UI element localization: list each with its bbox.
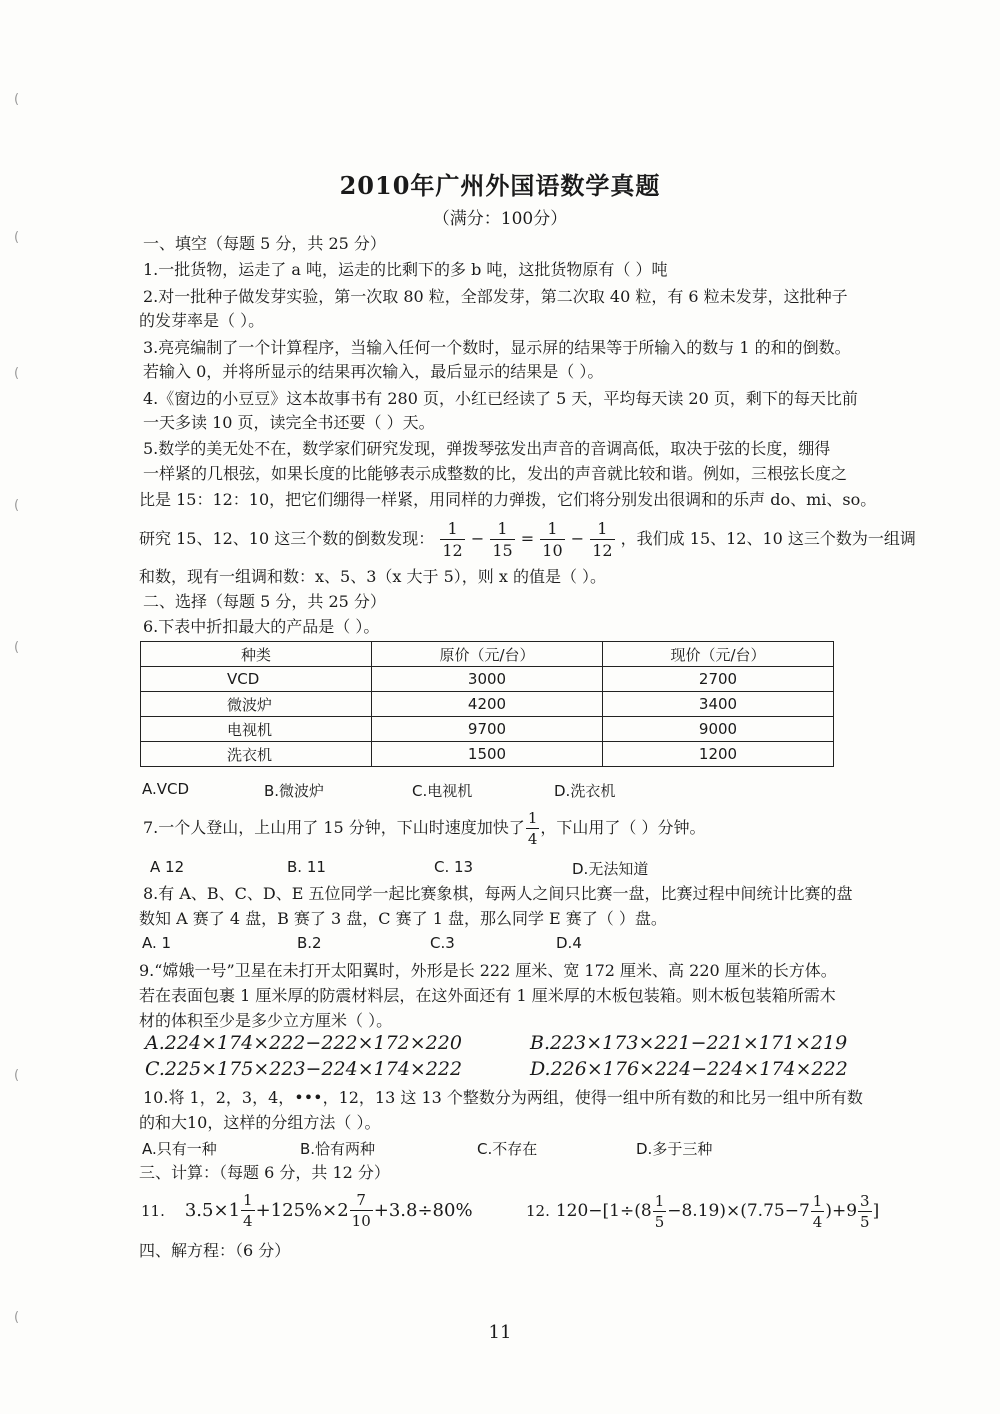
q10-option-c: C.不存在 (477, 1140, 538, 1158)
question-10-line-1: 10.将 1，2，3，4，•••，12，13 这 13 个整数分为两组，使得一组中所有数的和比另一组中所有数 (143, 1088, 863, 1107)
fraction-1-4: $\frac{1}{4}$ (812, 1191, 823, 1231)
q11-expr-part: +3.8÷80% (373, 1200, 473, 1221)
q9-option-b: B.223×173×221−221×171×219 (530, 1032, 848, 1054)
minus-sign: − (470, 529, 485, 548)
reciprocal-conclusion: ，我们成 15、12、10 这三个数为一组调 (620, 529, 916, 548)
table-row (141, 717, 834, 742)
q10-option-a: A.只有一种 (142, 1140, 217, 1158)
q8-option-a: A. 1 (142, 934, 172, 952)
q12-number: 12. (526, 1202, 550, 1220)
table-header-cell: 现价（元/台） (603, 642, 834, 667)
question-1: 1.一批货物，运走了 a 吨，运走的比剩下的多 b 吨，这批货物原有（ ）吨 (143, 260, 668, 279)
reciprocal-intro: 研究 15、12、10 这三个数的倒数发现： (139, 529, 435, 548)
q9-option-c: C.225×175×223−224×174×222 (145, 1058, 463, 1080)
minus-sign: − (570, 529, 585, 548)
table-cell: 3000 (372, 667, 603, 692)
table-header-row (141, 642, 834, 667)
binding-mark: ( (14, 230, 20, 245)
q8-option-b: B.2 (297, 934, 322, 952)
q7-option-a: A 12 (150, 858, 185, 876)
table-cell: 微波炉 (141, 692, 372, 717)
q7-option-d: D.无法知道 (572, 860, 649, 878)
binding-mark: ( (14, 1068, 20, 1083)
section-heading-choice: 二、选择（每题 5 分，共 25 分） (143, 592, 386, 611)
question-5-line-1: 5.数学的美无处不在，数学家们研究发现，弹拨琴弦发出声音的音调高低，取决于弦的长度，绷得 (143, 439, 831, 458)
table-row (141, 742, 834, 767)
question-8-line-1: 8.有 A、B、C、D、E 五位同学一起比赛象棋，每两人之间只比赛一盘，比赛过程中间统计比赛的盘 (143, 884, 853, 903)
question-5-line-5: 和数，现有一组调和数：x、5、3（x 大于 5），则 x 的值是（ ）。 (139, 567, 607, 586)
fraction-3-5: $\frac{3}{5}$ (860, 1191, 870, 1231)
question-9-line-1: 9.“嫦娥一号”卫星在未打开太阳翼时，外形是长 222 厘米、宽 172 厘米、高 220 厘米的长方体。 (139, 961, 837, 980)
page-number: 11 (488, 1322, 512, 1343)
question-2-line-2: 的发芽率是（ ）。 (139, 311, 265, 330)
q7-option-c: C. 13 (434, 858, 474, 876)
price-table (140, 641, 834, 767)
q6-option-a: A.VCD (142, 780, 190, 798)
section-heading-equation: 四、解方程：（6 分） (139, 1241, 291, 1260)
question-10-line-2: 的和大10，这样的分组方法（ ）。 (139, 1113, 381, 1132)
full-score-note: （满分：100分） (432, 209, 568, 229)
table-cell: 9700 (372, 717, 603, 742)
fraction-7-10: $\frac{7}{10}$ (351, 1191, 371, 1230)
fraction-1-4: $\frac{1}{4}$ (527, 808, 538, 848)
q10-option-b: B.恰有两种 (300, 1140, 376, 1158)
q12-expr-part: ] (872, 1201, 880, 1221)
binding-mark: ( (14, 640, 20, 655)
fraction-1-15: $\frac{1}{15}$ (492, 518, 513, 560)
question-7-tail: ，下山用了（ ）分钟。 (540, 818, 706, 837)
q11-expr-part: +125%×2 (255, 1200, 349, 1221)
question-3-line-2: 若输入 0，并将所显示的结果再次输入，最后显示的结果是（ ）。 (143, 362, 604, 381)
question-2-line-1: 2.对一批种子做发芽实验，第一次取 80 粒，全部发芽，第二次取 40 粒，有 6 粒未发芽，这批种子 (143, 287, 848, 306)
fraction-1-5: $\frac{1}{5}$ (654, 1191, 665, 1231)
question-5-line-3: 比是 15：12：10，把它们绷得一样紧，用同样的力弹拨，它们将分别发出很调和的乐声 do、mi、so。 (139, 490, 877, 509)
q12-expr-part: −8.19)×(7.75−7 (667, 1201, 810, 1221)
question-5-reciprocal-line (139, 514, 916, 564)
fraction-1-10: $\frac{1}{10}$ (542, 518, 563, 560)
page-title: 2010年广州外国语数学真题 (339, 171, 661, 200)
question-9-line-2: 若在表面包裹 1 厘米厚的防震材料层，在这外面还有 1 厘米厚的木板包装箱。则木板包装箱所需木 (139, 986, 836, 1005)
q6-option-c: C.电视机 (412, 782, 473, 800)
question-6: 6.下表中折扣最大的产品是（ ）。 (143, 617, 380, 636)
table-header-cell: 原价（元/台） (372, 642, 603, 667)
table-cell: 4200 (372, 692, 603, 717)
q9-option-a: A.224×174×222−222×172×220 (145, 1032, 462, 1054)
question-7-text: 7.一个人登山，上山用了 15 分钟，下山时速度加快了 (143, 818, 525, 837)
section-heading-fill-in: 一、填空（每题 5 分，共 25 分） (143, 234, 386, 253)
q11-number: 11. (141, 1202, 165, 1220)
table-cell: 3400 (603, 692, 834, 717)
q6-option-b: B.微波炉 (264, 782, 325, 800)
q12-expr-part: 120−[1÷(8 (555, 1201, 652, 1221)
table-row (141, 667, 834, 692)
binding-mark: ( (14, 366, 20, 381)
question-8-line-2: 数知 A 赛了 4 盘，B 赛了 3 盘，C 赛了 1 盘，那么同学 E 赛了（ ）盘。 (139, 909, 667, 928)
q7-option-b: B. 11 (287, 858, 326, 876)
question-9-line-3: 材的体积至少是多少立方厘米（ ）。 (139, 1011, 393, 1030)
question-5-line-2: 一样紧的几根弦，如果长度的比能够表示成整数的比，发出的声音就比较和谐。例如，三根弦长度之 (143, 464, 848, 483)
q10-option-d: D.多于三种 (636, 1140, 713, 1158)
q11-expr-part: 3.5×1 (184, 1200, 241, 1221)
table-cell: 1200 (603, 742, 834, 767)
question-3-line-1: 3.亮亮编制了一个计算程序，当输入任何一个数时，显示屏的结果等于所输入的数与 1 的和的倒数。 (143, 338, 851, 357)
fraction-1-12: $\frac{1}{12}$ (592, 518, 613, 560)
table-header-cell: 种类 (141, 642, 372, 667)
q8-option-c: C.3 (430, 934, 455, 952)
table-cell: VCD (141, 667, 372, 692)
fraction-1-12: $\frac{1}{12}$ (442, 518, 463, 560)
binding-mark: ( (14, 1310, 20, 1325)
table-cell: 洗衣机 (141, 742, 372, 767)
binding-mark: ( (14, 498, 20, 513)
section-heading-calculation: 三、计算：（每题 6 分，共 12 分） (139, 1163, 390, 1182)
table-cell: 1500 (372, 742, 603, 767)
binding-mark: ( (14, 92, 20, 107)
question-4-line-1: 4.《窗边的小豆豆》这本故事书有 280 页，小红已经读了 5 天，平均每天读 20 页，剩下的每天比前 (143, 389, 858, 408)
question-4-line-2: 一天多读 10 页，读完全书还要（ ）天。 (143, 413, 435, 432)
q12-expr-part: )+9 (825, 1201, 858, 1221)
equals-sign: = (520, 529, 535, 548)
fraction-1-4: $\frac{1}{4}$ (243, 1191, 253, 1230)
question-7 (143, 806, 705, 850)
q8-option-d: D.4 (556, 934, 582, 952)
question-12 (526, 1188, 879, 1234)
table-row (141, 692, 834, 717)
table-cell: 9000 (603, 717, 834, 742)
question-11 (141, 1188, 473, 1234)
table-cell: 2700 (603, 667, 834, 692)
table-cell: 电视机 (141, 717, 372, 742)
q9-option-d: D.226×176×224−224×174×222 (530, 1058, 848, 1080)
q6-option-d: D.洗衣机 (554, 782, 616, 800)
